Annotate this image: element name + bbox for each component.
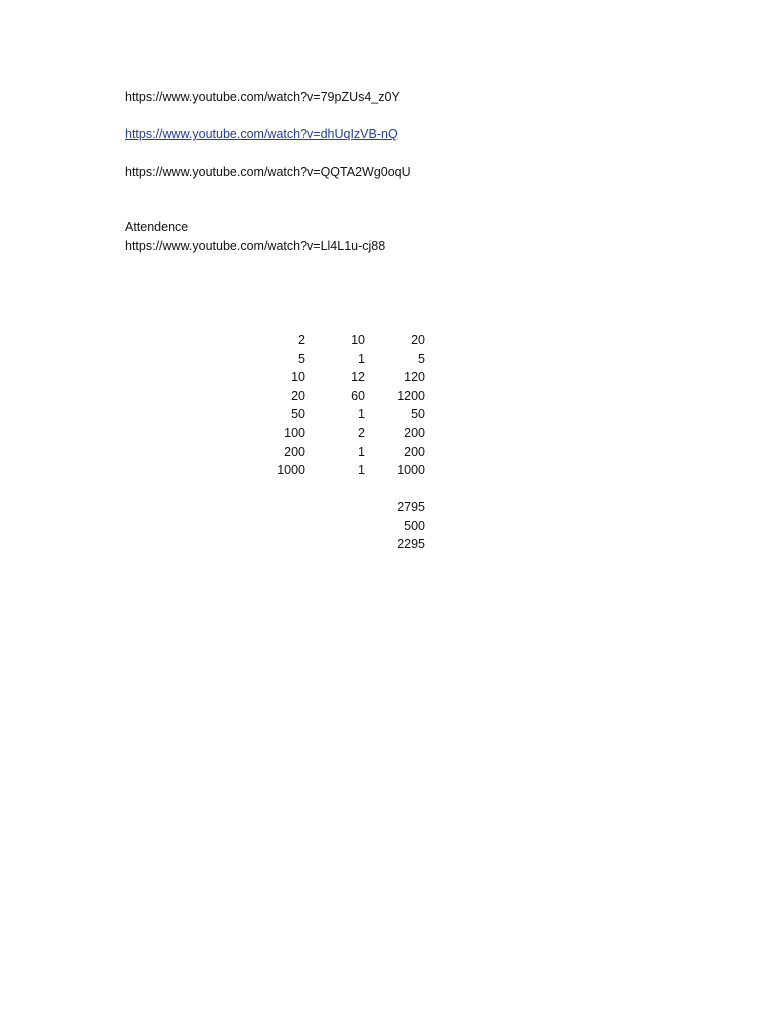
count-cell[interactable]: 10 <box>351 333 365 347</box>
denomination-cell[interactable]: 50 <box>291 407 305 422</box>
total-cell[interactable]: 200 <box>404 444 425 459</box>
count-cell[interactable]: 1 <box>358 351 365 366</box>
total-cell[interactable]: 20 <box>411 333 425 347</box>
count-cell[interactable]: 1 <box>358 463 365 478</box>
denomination-cell[interactable]: 200 <box>284 444 305 459</box>
total-cell[interactable]: 1000 <box>397 463 425 478</box>
grand-total-cell[interactable]: 2795 <box>397 500 425 514</box>
total-cell[interactable]: 5 <box>418 351 425 366</box>
table-row <box>250 424 430 443</box>
youtube-link-1[interactable]: https://www.youtube.com/watch?v=79pZUs4_z0Y <box>125 90 400 104</box>
attendance-link[interactable]: https://www.youtube.com/watch?v=Ll4L1u-cj88 <box>125 239 386 253</box>
table-row <box>250 387 430 406</box>
denomination-cell[interactable]: 1000 <box>277 463 305 478</box>
total-cell[interactable]: 200 <box>404 425 425 440</box>
table-row <box>250 443 430 462</box>
net-total-cell[interactable]: 2295 <box>397 537 425 552</box>
total-cell[interactable]: 50 <box>411 407 425 422</box>
count-cell[interactable]: 12 <box>351 370 365 385</box>
count-cell[interactable]: 1 <box>358 407 365 422</box>
count-cell[interactable]: 2 <box>358 425 365 440</box>
youtube-link-3[interactable]: https://www.youtube.com/watch?v=QQTA2Wg0oqU <box>125 165 411 179</box>
table-row <box>250 405 430 424</box>
denomination-cell[interactable]: 10 <box>291 370 305 385</box>
count-cell[interactable]: 1 <box>358 444 365 459</box>
count-cell[interactable]: 60 <box>351 388 365 403</box>
table-row <box>250 331 430 350</box>
youtube-link-2[interactable]: https://www.youtube.com/watch?v=dhUqIzVB-nQ <box>125 127 398 141</box>
table-row <box>250 368 430 387</box>
summary-row <box>250 517 430 536</box>
table-row <box>250 461 430 480</box>
denomination-table <box>250 331 430 480</box>
denomination-cell[interactable]: 100 <box>284 425 305 440</box>
summary-row <box>250 535 430 554</box>
summary-row <box>250 498 430 517</box>
total-cell[interactable]: 1200 <box>397 388 425 403</box>
denomination-cell[interactable]: 5 <box>298 351 305 366</box>
deduction-cell[interactable]: 500 <box>404 518 425 533</box>
summary-column <box>250 498 430 554</box>
denomination-cell[interactable]: 2 <box>298 333 305 347</box>
denomination-cell[interactable]: 20 <box>291 388 305 403</box>
table-row <box>250 350 430 369</box>
total-cell[interactable]: 120 <box>404 370 425 385</box>
attendance-label: Attendence <box>125 220 189 234</box>
